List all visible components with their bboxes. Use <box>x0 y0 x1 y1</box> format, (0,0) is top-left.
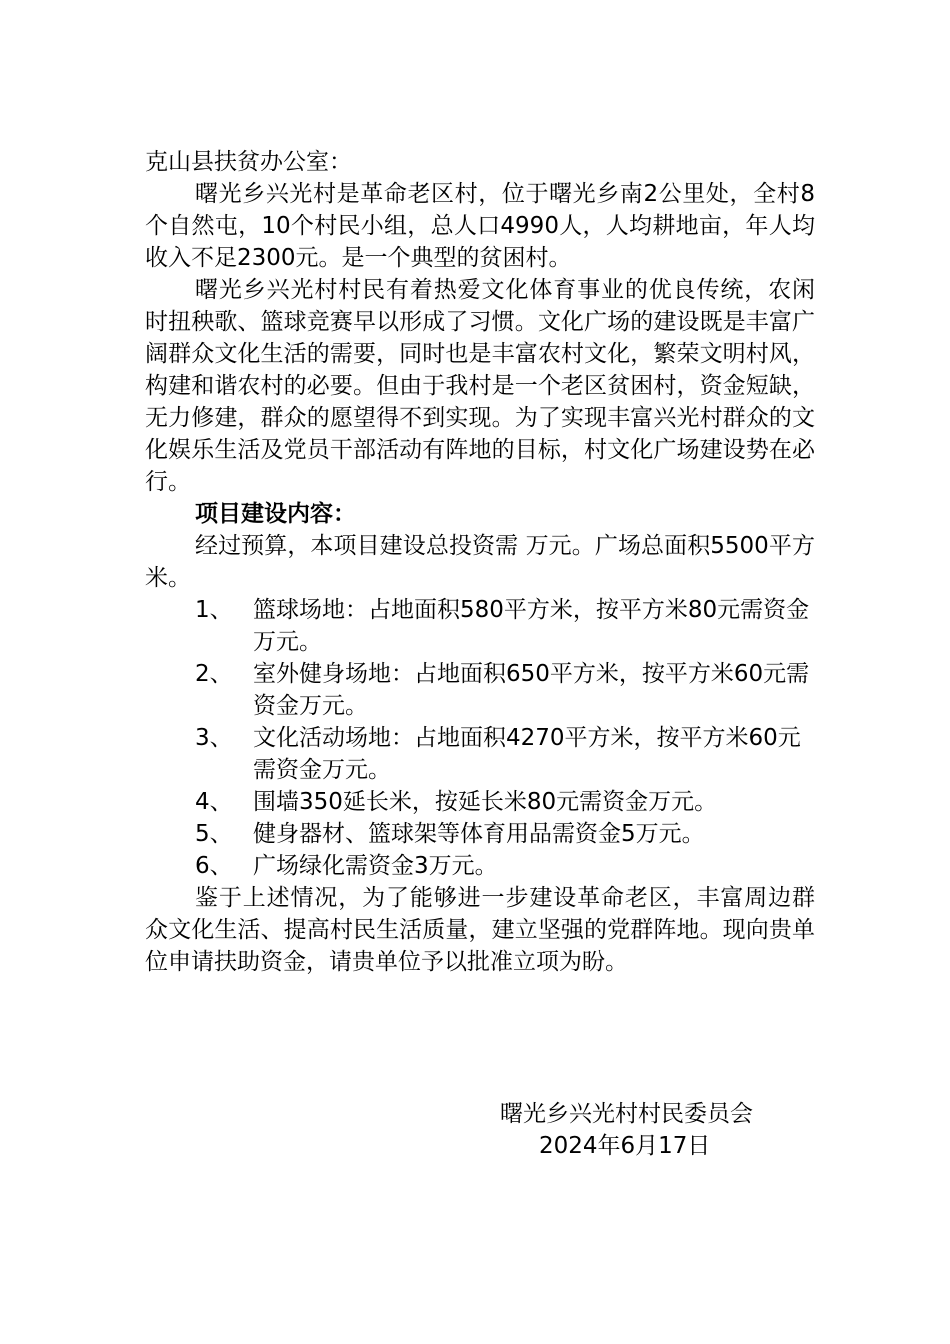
section-heading: 项目建设内容： <box>195 501 356 527</box>
list-item <box>145 850 815 882</box>
list-item-text: 篮球场地：占地面积580平方米，按平方米80元需资金万元。 <box>253 597 810 655</box>
list-item-number: 2、 <box>195 661 233 687</box>
paragraph-culture-background: 曙光乡兴光村村民有着热爱文化体育事业的优良传统，农闲时扭秧歌、篮球竞赛早以形成了习惯。文化广场的建设既是丰富广阔群众文化生活的需要，同时也是丰富农村文化，繁荣文明村风，构建和谐农村的必要。但由于我村是一个老区贫困村，资金短缺，无力修建，群众的愿望得不到实现。为了实现丰富兴光村群众的文化娱乐生活及党员干部活动有阵地的目标，村文化广场建设势在必行。 <box>145 277 815 495</box>
list-item-text: 广场绿化需资金3万元。 <box>253 853 498 879</box>
list-item <box>145 786 815 818</box>
paragraph-budget: 经过预算，本项目建设总投资需 万元。广场总面积5500平方米。 <box>145 533 815 591</box>
list-item-text: 围墙350延长米，按延长米80元需资金万元。 <box>253 789 718 815</box>
list-item-number: 6、 <box>195 853 233 879</box>
paragraph-village-intro: 曙光乡兴光村是革命老区村，位于曙光乡南2公里处，全村8个自然屯，10个村民小组，总人口4990人，人均耕地亩，年人均收入不足2300元。是一个典型的贫困村。 <box>145 181 815 271</box>
signature-date: 2024年6月17日 <box>539 1133 711 1159</box>
list-item-number: 4、 <box>195 789 233 815</box>
list-item-number: 3、 <box>195 725 233 751</box>
project-items-list <box>145 594 815 882</box>
list-item <box>145 658 815 722</box>
letter-body <box>145 146 815 978</box>
list-item <box>145 818 815 850</box>
signature-block <box>500 1098 790 1162</box>
list-item-text: 健身器材、篮球架等体育用品需资金5万元。 <box>253 821 705 847</box>
signature-organization: 曙光乡兴光村村民委员会 <box>500 1101 753 1127</box>
list-item <box>145 594 815 658</box>
list-item-text: 室外健身场地：占地面积650平方米，按平方米60元需资金万元。 <box>253 661 810 719</box>
list-item-number: 1、 <box>195 597 233 623</box>
list-item <box>145 722 815 786</box>
paragraph-closing-request: 鉴于上述情况，为了能够进一步建设革命老区，丰富周边群众文化生活、提高村民生活质量，建立坚强的党群阵地。现向贵单位申请扶助资金，请贵单位予以批准立项为盼。 <box>145 885 815 975</box>
list-item-number: 5、 <box>195 821 233 847</box>
list-item-text: 文化活动场地：占地面积4270平方米，按平方米60元需资金万元。 <box>253 725 801 783</box>
letter-recipient: 克山县扶贫办公室： <box>145 149 352 175</box>
